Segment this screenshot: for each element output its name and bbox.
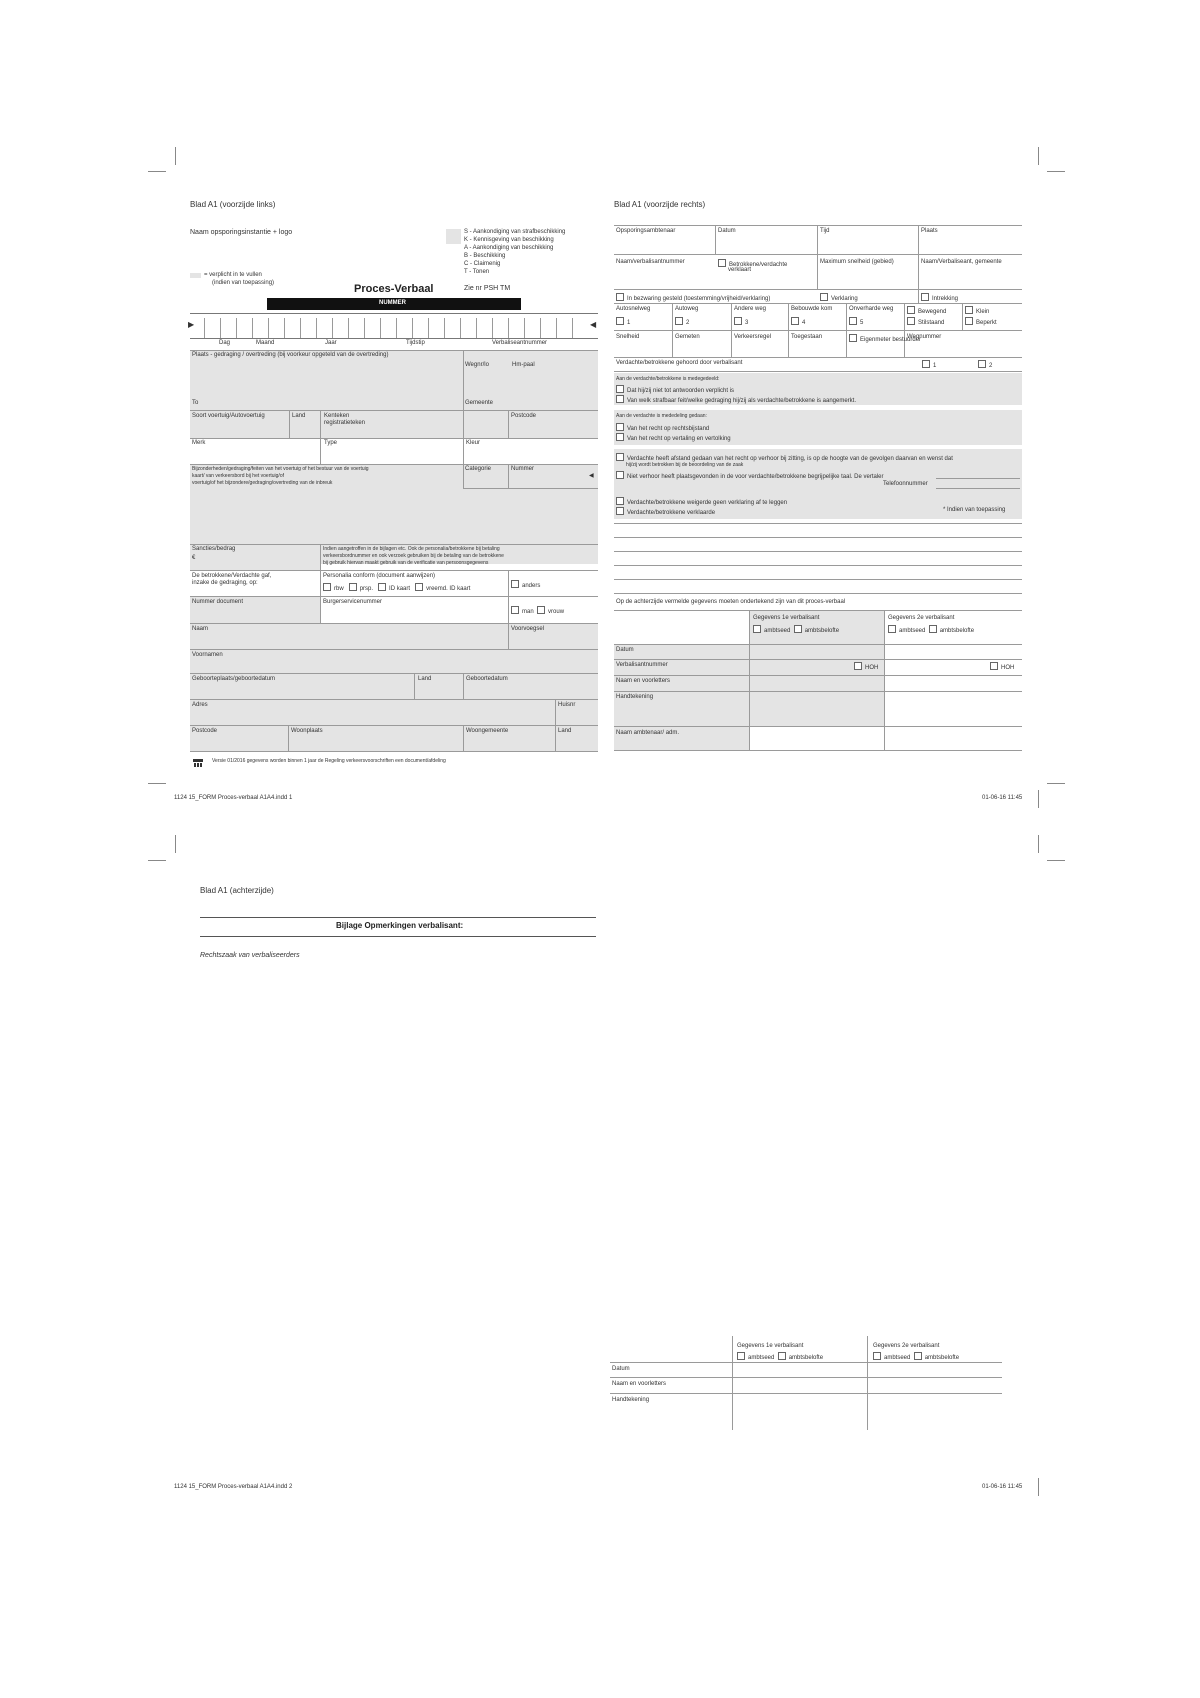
row3-a-checkbox[interactable] [616,293,624,301]
officer-label: Opsporingsambtenaar [616,228,676,234]
speed-label: Snelheid [616,334,640,340]
remark-line-3: voertuig/of het bijzondere/gedraging/overtreding van de inbreuk [192,480,333,486]
road-number-label: Wegnummer [907,334,942,340]
required-swatch [190,273,201,278]
postcode-label: Postcode [511,413,537,419]
doc-rbw-checkbox[interactable] [323,583,331,591]
waiver-sub: hij/zij wordt betrokken bij de beoordeling van de zaak [626,462,744,468]
road-3-checkbox[interactable] [734,317,742,325]
doc-prsp-checkbox[interactable] [349,583,357,591]
date-label-month: Maand [256,340,275,346]
back-row-date: Datum [612,1366,630,1372]
number-bar: NUMMER [267,298,521,310]
date-label: Datum [718,228,736,234]
own-meter-label: Eigenmeter bestuurder [860,337,922,343]
question-1-checkbox[interactable] [616,385,624,393]
fine-note-1: Indien aangetroffen in de bijlagen etc. Ook de personalia/betrokkene bij betaling [323,546,500,552]
verbalisant-1-label: Gegevens 1e verbalisant [753,615,820,621]
fine-value: € [192,555,196,561]
road-4-checkbox[interactable] [791,317,799,325]
sig-row-name: Naam en voorletters [616,678,671,684]
road-type-5: Onverharde weg [849,306,894,312]
refuse-1: Verdachte/betrokkene weigerde geen verklaring af te leggen [627,500,788,506]
suspect-1-checkbox[interactable] [922,360,930,368]
fine-note-3: bij gebruik hiervan maakt gebruik van de verificatie van persoonsgegevens [323,560,489,566]
doc-types: rbw prsp. ID kaart vreemd. ID kaart [323,583,470,593]
birthplace-label: Geboorteplaats/geboortedatum [192,676,276,682]
brand-label: Merk [192,440,206,446]
back-verbalisant-1: Gegevens 1e verbalisant [737,1343,804,1349]
slug-top-right: 01-06-16 11:45 [982,795,1023,801]
row2-b: Betrokkene/verdachte [729,262,788,268]
slug-top-left: 1124 15_FORM Proces-verbaal A1A4.indd 1 [174,795,293,801]
doc-id-checkbox[interactable] [378,583,386,591]
involved-label-2: inzake de gedraging, op: [192,580,258,586]
plate-sub: registratieteken [324,420,366,426]
traffic-rule-label: Verkeersregel [734,334,772,340]
required-note-sub: (indien van toepassing) [212,280,275,286]
verbalisant-2-label: Gegevens 2e verbalisant [888,615,955,621]
male-checkbox[interactable] [511,606,519,614]
refuse-1-checkbox[interactable] [616,497,624,505]
applicable-note: * Indien van toepassing [943,507,1006,513]
involved-label-1: De betrokkene/Verdachte gaf, [192,573,272,579]
fine-label: Sancties/bedrag [192,546,236,552]
phone-label: Telefoonnummer [883,481,928,487]
right-1: Van het recht op rechtsbijstand [627,426,710,432]
time-label: Tijd [820,228,830,234]
org-logo-label: Naam opsporingsinstantie + logo [190,229,293,236]
back-row-name: Naam en voorletters [612,1381,667,1387]
row2-b-checkbox[interactable] [718,259,726,267]
country-label: Land [292,413,306,419]
ministry-logo-icon [192,755,204,765]
measured-label: Gemeten [675,334,700,340]
back-subheading: Rechtszaak van verbaliseerders [200,952,300,959]
address-field[interactable] [190,699,598,725]
land-label: Land [558,728,572,734]
own-meter-checkbox[interactable] [849,334,857,342]
right-1-checkbox[interactable] [616,423,624,431]
back-remarks-area[interactable] [200,966,596,1336]
suspect-row-label: Verdachte/betrokkene gehoord door verbalisant [616,360,743,366]
back-heading: Bijlage Opmerkingen verbalisant: [336,921,464,930]
color-label: Kleur [466,440,481,446]
place-label-right: Plaats [921,228,938,234]
back-row-signature: Handtekening [612,1397,650,1403]
female-label: vrouw [548,609,565,615]
required-note: = verplicht in te vullen [204,272,262,278]
number-label: Nummer [511,466,535,472]
road-1-checkbox[interactable] [616,317,624,325]
signature-title: Op de achterzijde vermelde gegevens moeten ondertekend zijn van dit proces-verbaal [616,599,846,605]
psh-label: Zie nr PSH TM [464,285,511,292]
doc-foreign-id-checkbox[interactable] [415,583,423,591]
back-v1-promise-checkbox[interactable] [778,1352,786,1360]
arrow-left-icon: ◀ [590,320,597,329]
row3-c-checkbox[interactable] [921,293,929,301]
row2-a: Naam/verbalisantnummer [616,259,685,265]
arrow-right-icon: ▶ [188,320,195,329]
sig-row-official: Naam ambtenaar/ adm. [616,730,680,736]
row3-c: Intrekking [932,296,959,302]
birth-country-label: Land [418,676,432,682]
row2-c: Maximum snelheid (gebied) [820,259,894,265]
v2-hoh-checkbox[interactable] [990,662,998,670]
back-v1-oath-checkbox[interactable] [737,1352,745,1360]
other-label: anders [522,583,541,589]
waiver-checkbox[interactable] [616,453,624,461]
residence-label: Woonplaats [291,728,323,734]
name-label: Naam [192,626,209,632]
decline-checkbox[interactable] [616,471,624,479]
question-2: Van welk strafbaar feit/welke gedraging hij/zij als verdachte/betrokkene is aangemerkt. [627,398,857,404]
back-title: Blad A1 (achterzijde) [200,886,274,895]
code-box[interactable] [446,229,461,244]
residence-field[interactable] [190,725,598,751]
remark-line-1: Bijzonderheden/gedraging/feiten van het voertuig of het bestuur van de voertuig [192,466,369,472]
to-label: To [192,400,199,406]
date-label-verbalisant: Verbaliseantnummer [492,340,548,346]
road-type-4: Bebouwde kom [791,306,833,312]
birthdate-label: Geboortedatum [466,676,508,682]
type-label: Type [324,440,338,446]
male-label: man [522,609,534,615]
postal-label: Postcode [192,728,218,734]
remark-line-2: kaart/ van verkeersbord bij het voertuig/of [192,473,284,479]
slug-bottom-left: 1124 15_FORM Proces-verbaal A1A4.indd 2 [174,1484,293,1490]
road-2-checkbox[interactable] [675,317,683,325]
sig-row-number: Verbalisantnummer [616,662,668,668]
identity-label: Personalia conform (document aanwijzen) [323,573,436,579]
surface-1-checkbox[interactable] [907,306,915,314]
v2-promise-checkbox[interactable] [929,625,937,633]
left-sheet-title: Blad A1 (voorzijde links) [190,200,276,209]
form-title: Proces-Verbaal [354,283,434,295]
row2-b-sub: verklaart [728,267,752,273]
residence-label-2: Woongemeente [466,728,509,734]
surface-3-checkbox[interactable] [965,306,973,314]
date-label-day: Dag [219,340,231,346]
place-field[interactable] [190,350,598,410]
v1-oath-checkbox[interactable] [753,625,761,633]
refuse-2-checkbox[interactable] [616,507,624,515]
sig-row-date: Datum [616,647,634,653]
vehicle-type-label: Soort voertuig/Autovoertuig [192,413,265,419]
footer-note: Versie 01/2016 gegevens worden binnen 1 jaar de Regeling verkeersvoorschriften een document/afdeling [212,758,446,764]
number-entry-grid[interactable] [190,313,598,339]
refuse-2: Verdachte/betrokkene verklaarde [627,510,716,516]
municipality-label: Gemeente [465,400,494,406]
female-checkbox[interactable] [537,606,545,614]
initials-label: Voorvoegsel [511,626,545,632]
surface-2-checkbox[interactable] [907,317,915,325]
right-sheet-title: Blad A1 (voorzijde rechts) [614,200,706,209]
row2-d: Naam/Verbaliseant, gemeente [921,259,1002,265]
rights-title: Aan de verdachte is mededeling gedaan: [616,413,707,419]
road-5-checkbox[interactable] [849,317,857,325]
back-v2-promise-checkbox[interactable] [914,1352,922,1360]
surface-4-checkbox[interactable] [965,317,973,325]
decline-line: Niet verhoor heeft plaatsgevonden in de voor verdachte/betrokkene begrijpelijke taal. De vertaler [627,474,884,480]
row3-b-checkbox[interactable] [820,293,828,301]
citizen-number-label: Burgerservicenummer [323,599,383,605]
road-type-2: Autoweg [675,306,699,312]
address-label: Adres [192,702,208,708]
suspect-2-checkbox[interactable] [978,360,986,368]
road-label: Wegnr/lo [465,362,489,368]
place-label: Plaats - gedraging / overtreding (bij voorkeur opgeteld van de overtreding) [192,352,389,358]
road-type-3: Andere weg [734,306,767,312]
doc-number-label: Nummer document [192,599,244,605]
road-type-1: Autosnelweg [616,306,651,312]
first-names-label: Voornamen [192,652,223,658]
question-2-checkbox[interactable] [616,395,624,403]
questions-title: Aan de verdachte/betrokkene is medegedeeld: [616,376,720,382]
sig-row-signature: Handtekening [616,694,654,700]
v2-oath-checkbox[interactable] [888,625,896,633]
category-label: Categorie [465,466,492,472]
other-checkbox[interactable] [511,580,519,588]
v1-promise-checkbox[interactable] [794,625,802,633]
hm-label: Hm-paal [512,362,535,368]
number-arrow-icon: ◀ [589,473,594,479]
house-label: Huisnr [558,702,576,708]
date-label-year: Jaar [325,340,337,346]
plate-label: Kenteken [324,413,350,419]
back-verbalisant-2: Gegevens 2e verbalisant [873,1343,940,1349]
right-2-checkbox[interactable] [616,433,624,441]
waiver-line: Verdachte heeft afstand gedaan van het recht op verhoor bij zitting, is op de hoogte van de gevolgen daarvan en wenst dat [627,456,953,462]
v1-hoh-checkbox[interactable] [854,662,862,670]
allowed-label: Toegestaan [791,334,823,340]
right-2: Van het recht op vertaling en vertolking [627,436,731,442]
fine-note-2: verkeersbordnummer en ook verzoek gebruiken bij de betaling van de betrokkene [323,553,504,559]
question-1: Dat hij/zij niet tot antwoorden verplicht is [627,388,735,394]
first-names-field[interactable] [190,649,598,673]
date-label-time: Tijdstip [406,340,425,346]
row3-a: In bezwaring gesteld (toestemming/vrijheid/verklaring) [627,296,771,302]
slug-bottom-right: 01-06-16 11:45 [982,1484,1023,1490]
row3-b: Verklaring [831,296,858,302]
back-v2-oath-checkbox[interactable] [873,1352,881,1360]
